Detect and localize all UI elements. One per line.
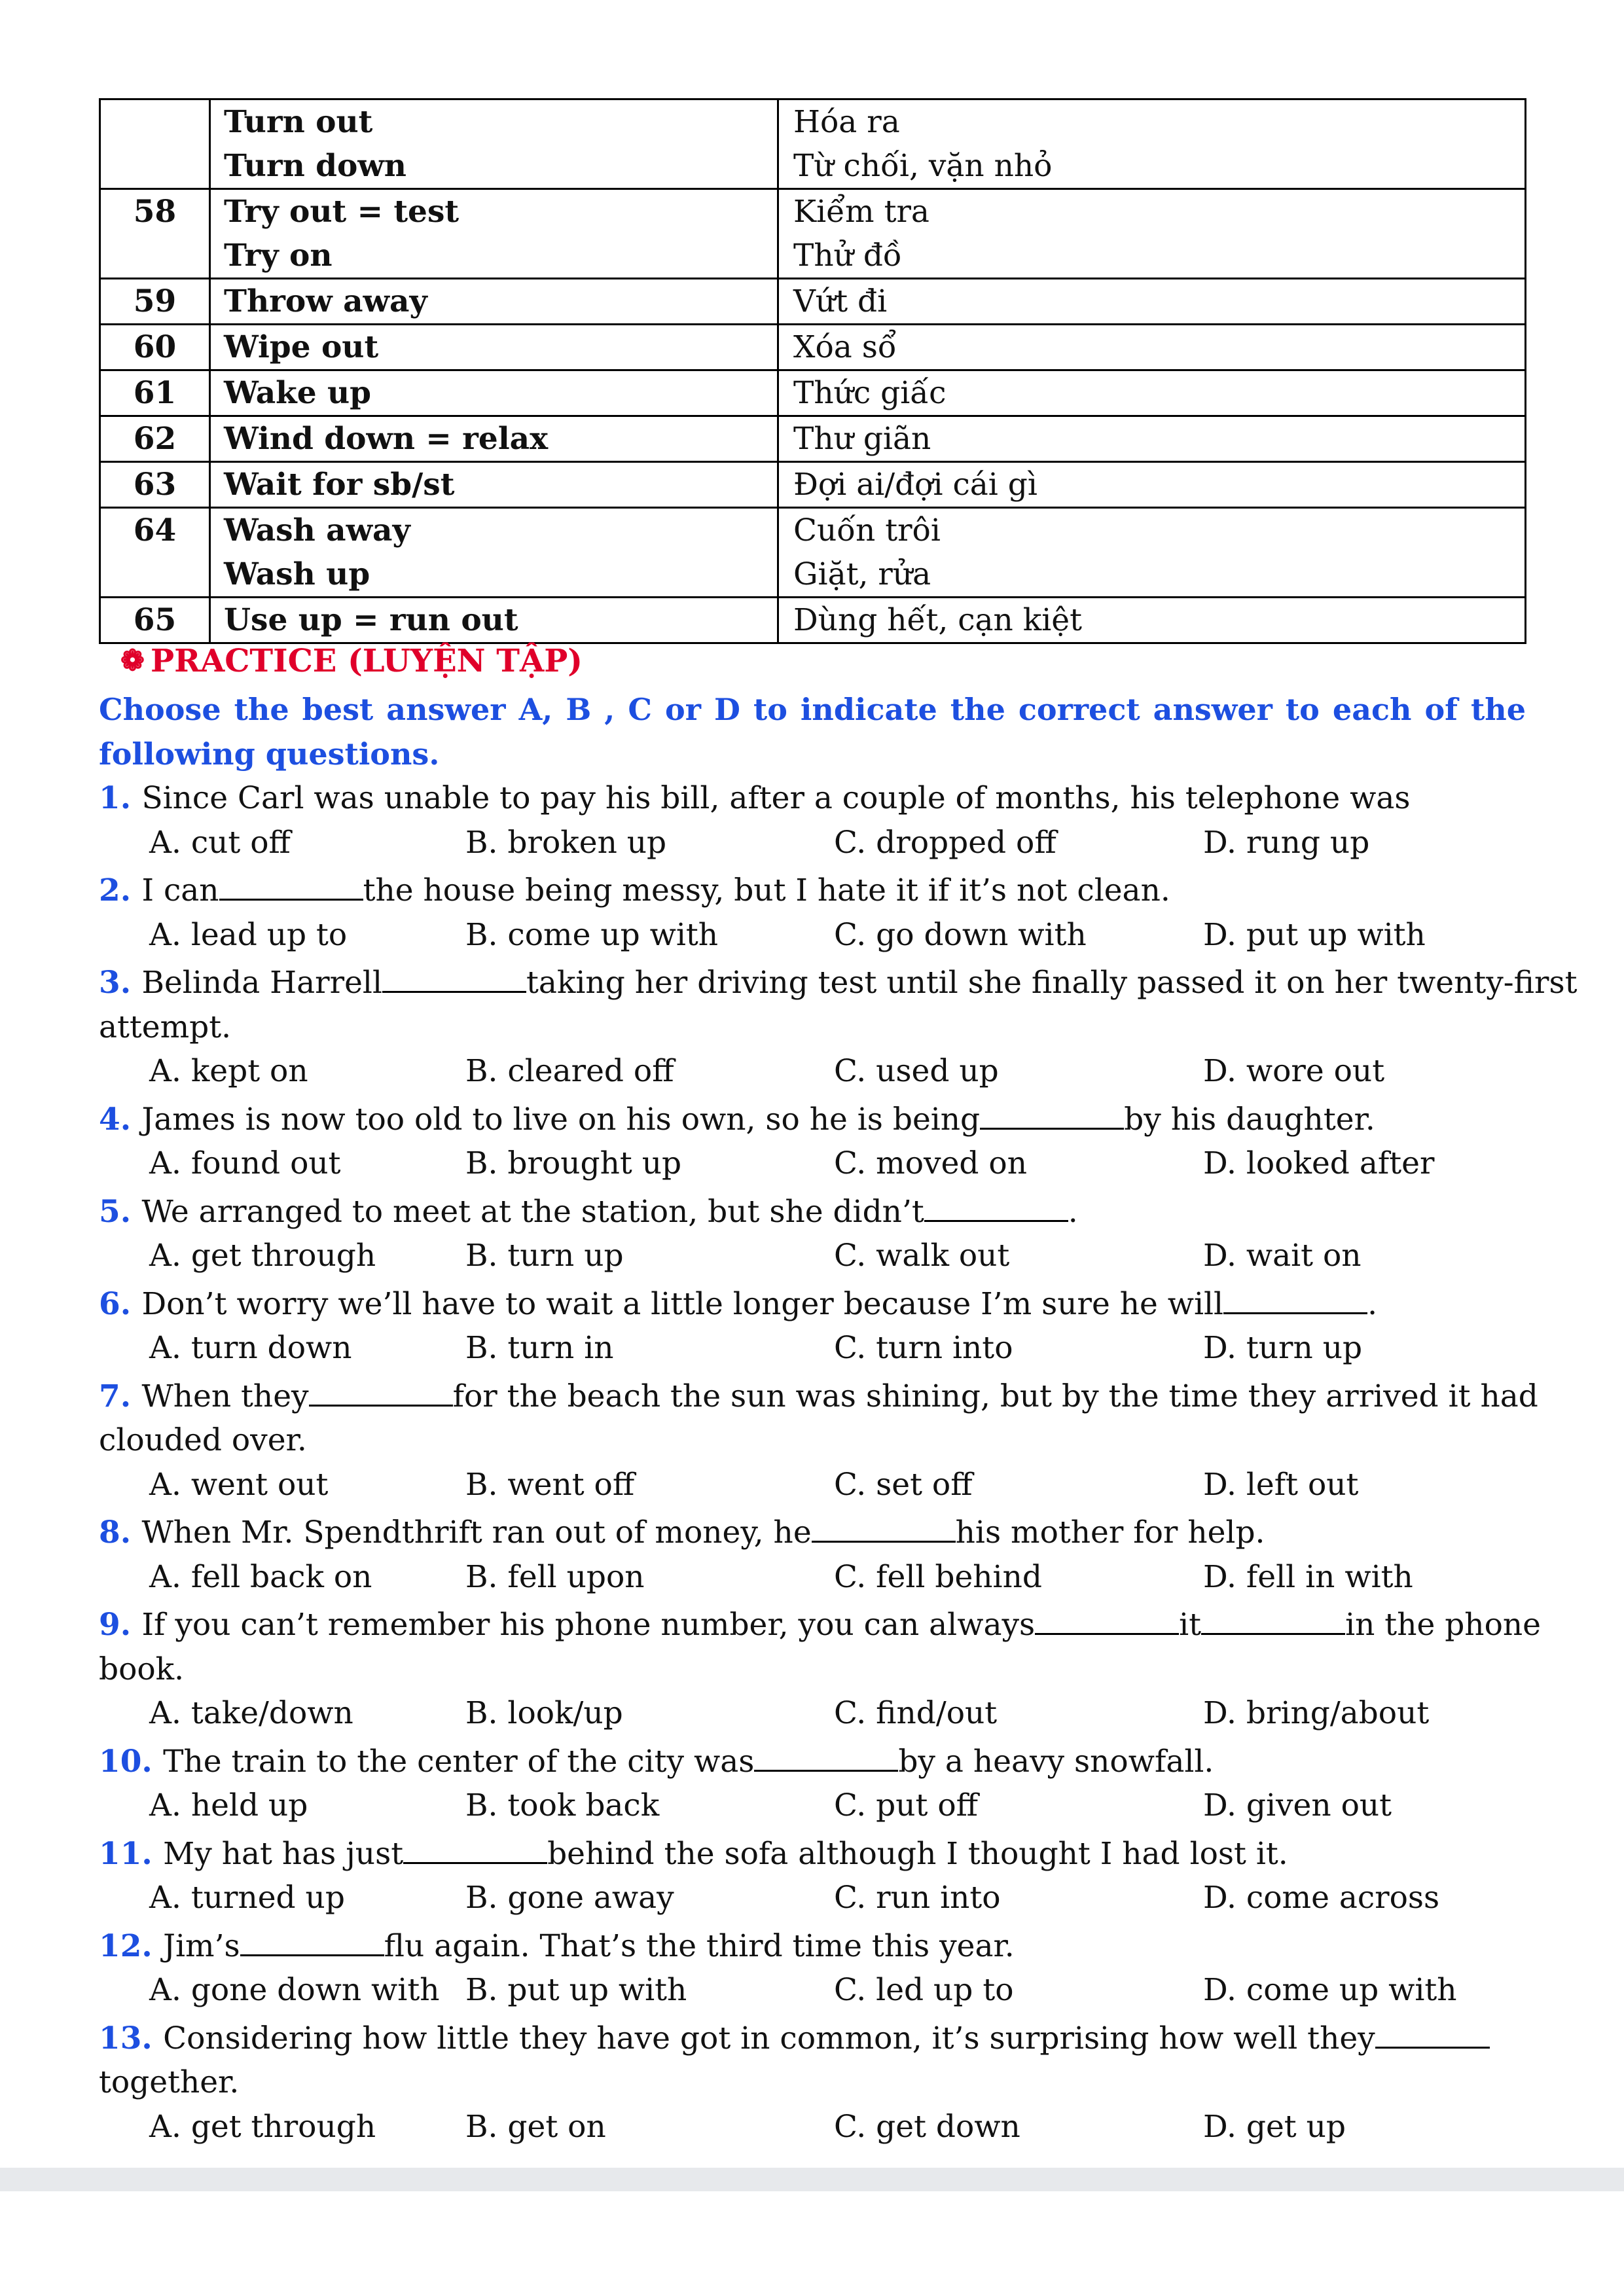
- meaning-cell: [778, 508, 1526, 598]
- meaning-cell: [778, 189, 1526, 279]
- question-number: 1.: [99, 780, 142, 816]
- answer-option-c: C. put off: [834, 1787, 979, 1823]
- row-number: 63: [100, 462, 210, 508]
- meaning: Xóa sổ: [793, 329, 897, 365]
- answer-option-b: B. took back: [465, 1787, 660, 1823]
- answer-blank: [1201, 1599, 1345, 1635]
- phrasal-verb-cell: [210, 99, 778, 189]
- question-text: it: [1179, 1607, 1202, 1643]
- answer-options: [99, 1784, 1539, 1828]
- answer-blank: [924, 1186, 1068, 1222]
- meaning: Cuốn trôi: [793, 512, 941, 548]
- phrasal-verb-cell: [210, 508, 778, 598]
- answer-options: [99, 1876, 1539, 1920]
- question: [99, 1094, 1539, 1186]
- question-text: Since Carl was unable to pay his bill, after a couple of months, his telephone was: [141, 780, 1411, 816]
- question-stem: [99, 1736, 1539, 1784]
- answer-option-a: A. fell back on: [149, 1558, 372, 1595]
- question-text: flu again. That’s the third time this year.: [384, 1928, 1015, 1964]
- meaning-cell: [778, 279, 1526, 325]
- question-stem: [99, 1507, 1539, 1555]
- answer-option-a: A. get through: [149, 1238, 376, 1274]
- row-number: 59: [100, 279, 210, 325]
- question-text-continued: attempt.: [99, 1009, 232, 1045]
- answer-blank: [382, 957, 526, 993]
- answer-option-d: D. turn up: [1203, 1330, 1363, 1366]
- answer-blank: [980, 1094, 1124, 1130]
- answer-blank: [1223, 1278, 1367, 1314]
- answer-option-a: A. turned up: [149, 1880, 345, 1916]
- row-number: 58: [100, 189, 210, 279]
- answer-blank: [754, 1736, 898, 1772]
- answer-option-c: C. walk out: [834, 1238, 1010, 1274]
- answer-option-d: D. fell in with: [1203, 1558, 1413, 1595]
- question: [99, 1599, 1539, 1736]
- answer-option-d: D. come across: [1203, 1880, 1440, 1916]
- answer-options: [99, 1141, 1539, 1186]
- question-number: 5.: [99, 1193, 142, 1230]
- phrasal-verb: Try on: [224, 238, 333, 274]
- question-text: If you can’t remember his phone number, you can always: [141, 1607, 1036, 1643]
- question-text: by a heavy snowfall.: [898, 1743, 1214, 1780]
- question-stem: [99, 1371, 1539, 1419]
- answer-option-c: C. set off: [834, 1466, 973, 1503]
- answer-blank: [240, 1920, 384, 1956]
- answer-option-b: B. fell upon: [465, 1558, 645, 1595]
- question: [99, 1736, 1539, 1828]
- row-number: 61: [100, 370, 210, 416]
- question-text: his mother for help.: [955, 1515, 1265, 1551]
- question-text: behind the sofa although I thought I had lost it.: [547, 1835, 1288, 1872]
- table-row: [100, 370, 1526, 416]
- meaning: Hóa ra: [793, 104, 900, 140]
- row-number: 60: [100, 325, 210, 370]
- answer-option-c: C. used up: [834, 1053, 999, 1089]
- answer-option-a: A. held up: [149, 1787, 308, 1823]
- question-stem: [99, 1920, 1539, 1969]
- question-stem: [99, 1828, 1539, 1876]
- phrasal-verb-cell: [210, 325, 778, 370]
- phrasal-verb: Wash away: [224, 512, 410, 548]
- question-number: 9.: [99, 1607, 142, 1643]
- answer-options: [99, 821, 1539, 865]
- answer-option-b: B. broken up: [465, 824, 667, 861]
- question-text: the house being messy, but I hate it if it’s not clean.: [363, 872, 1170, 908]
- question: [99, 776, 1539, 865]
- answer-blank: [812, 1507, 956, 1543]
- answer-option-a: A. lead up to: [149, 916, 348, 953]
- answer-option-a: A. take/down: [149, 1695, 353, 1731]
- table-row: [100, 99, 1526, 189]
- answer-options: [99, 1555, 1539, 1600]
- answer-blank: [403, 1828, 547, 1864]
- question-stem: [99, 1094, 1539, 1142]
- row-number: 64: [100, 508, 210, 598]
- meaning-cell: [778, 370, 1526, 416]
- answer-option-a: A. kept on: [149, 1053, 308, 1089]
- answer-option-d: D. wore out: [1203, 1053, 1385, 1089]
- question-text-continued: together.: [99, 2064, 240, 2100]
- question: [99, 2013, 1539, 2149]
- phrasal-verb: Throw away: [224, 283, 427, 319]
- practice-heading-text: PRACTICE (LUYỆN TẬP): [151, 643, 583, 679]
- question-number: 4.: [99, 1101, 142, 1138]
- question-text: The train to the center of the city was: [163, 1743, 755, 1780]
- answer-options: [99, 1691, 1539, 1736]
- answer-option-c: C. fell behind: [834, 1558, 1042, 1595]
- row-number: 65: [100, 598, 210, 643]
- meaning: Từ chối, vặn nhỏ: [793, 148, 1053, 184]
- question-stem: [99, 1278, 1539, 1327]
- answer-option-a: A. found out: [149, 1145, 341, 1181]
- phrasal-verb-table: [99, 98, 1526, 644]
- meaning-cell: [778, 416, 1526, 462]
- question-text: Don’t worry we’ll have to wait a little longer because I’m sure he will: [141, 1285, 1224, 1322]
- question-stem: [99, 865, 1539, 913]
- answer-option-d: D. put up with: [1203, 916, 1426, 953]
- answer-option-b: B. brought up: [465, 1145, 682, 1181]
- phrasal-verb: Wipe out: [224, 329, 379, 365]
- answer-option-c: C. led up to: [834, 1972, 1014, 2008]
- question-text: Belinda Harrell: [141, 965, 382, 1001]
- answer-option-b: B. put up with: [465, 1972, 687, 2008]
- question-text: in the phone: [1345, 1607, 1541, 1643]
- question-number: 2.: [99, 872, 142, 908]
- answer-blank: [219, 865, 363, 901]
- answer-option-a: A. get through: [149, 2108, 376, 2145]
- answer-option-b: B. cleared off: [465, 1053, 674, 1089]
- practice-heading: [120, 641, 583, 681]
- question-text: Jim’s: [163, 1928, 240, 1964]
- table-row: [100, 462, 1526, 508]
- question: [99, 1828, 1539, 1920]
- question-number: 3.: [99, 965, 142, 1001]
- answer-option-b: B. gone away: [465, 1880, 674, 1916]
- question-stem: [99, 776, 1539, 821]
- answer-blank: [1035, 1599, 1179, 1635]
- phrasal-verb: Use up = run out: [224, 602, 518, 638]
- table-row: [100, 279, 1526, 325]
- answer-options: [99, 2105, 1539, 2149]
- question-text: taking her driving test until she finally passed it on her twenty-first: [526, 965, 1578, 1001]
- question: [99, 1371, 1539, 1507]
- phrasal-verb-cell: [210, 370, 778, 416]
- answer-option-a: A. turn down: [149, 1330, 352, 1366]
- answer-option-d: D. wait on: [1203, 1238, 1362, 1274]
- answer-options: [99, 1049, 1539, 1094]
- meaning-cell: [778, 462, 1526, 508]
- phrasal-verb-cell: [210, 416, 778, 462]
- answer-option-d: D. bring/about: [1203, 1695, 1430, 1731]
- answer-option-b: B. come up with: [465, 916, 719, 953]
- answer-options: [99, 1968, 1539, 2013]
- question-number: 13.: [99, 2020, 164, 2056]
- meaning: Thư giãn: [793, 421, 931, 457]
- table-row: [100, 189, 1526, 279]
- answer-option-d: D. get up: [1203, 2108, 1346, 2145]
- answer-option-d: D. given out: [1203, 1787, 1392, 1823]
- question: [99, 865, 1539, 957]
- question-text: When Mr. Spendthrift ran out of money, he: [141, 1515, 812, 1551]
- answer-option-b: B. get on: [465, 2108, 606, 2145]
- phrasal-verb: Wind down = relax: [224, 421, 549, 457]
- question: [99, 1507, 1539, 1599]
- question-number: 8.: [99, 1515, 142, 1551]
- answer-option-b: B. turn in: [465, 1330, 614, 1366]
- answer-option-a: A. cut off: [149, 824, 291, 861]
- answer-blank: [309, 1371, 453, 1407]
- question: [99, 1186, 1539, 1278]
- answer-option-c: C. find/out: [834, 1695, 998, 1731]
- question-stem: [99, 1186, 1539, 1234]
- question-text: I can: [141, 872, 219, 908]
- answer-options: [99, 1234, 1539, 1278]
- question-text: James is now too old to live on his own, so he is being: [141, 1101, 981, 1138]
- question-number: 11.: [99, 1835, 164, 1872]
- phrasal-verb-cell: [210, 462, 778, 508]
- meaning: Thức giấc: [793, 375, 947, 411]
- answer-option-d: D. left out: [1203, 1466, 1359, 1503]
- answer-option-c: C. go down with: [834, 916, 1087, 953]
- answer-option-b: B. look/up: [465, 1695, 623, 1731]
- answer-option-d: D. come up with: [1203, 1972, 1457, 2008]
- answer-option-c: C. get down: [834, 2108, 1020, 2145]
- answer-option-d: D. looked after: [1203, 1145, 1435, 1181]
- question-list: [99, 776, 1578, 2149]
- row-number: 62: [100, 416, 210, 462]
- question-text-continued: book.: [99, 1651, 185, 1687]
- phrasal-verb: Try out = test: [224, 194, 460, 230]
- question-number: 10.: [99, 1743, 164, 1780]
- answer-option-d: D. rung up: [1203, 824, 1370, 861]
- page-bottom-strip: [0, 2191, 1624, 2296]
- phrasal-verb: Turn out: [224, 104, 373, 140]
- phrasal-verb: Turn down: [224, 148, 406, 184]
- answer-option-c: C. run into: [834, 1880, 1001, 1916]
- table-row: [100, 416, 1526, 462]
- answer-option-c: C. moved on: [834, 1145, 1027, 1181]
- question-text: .: [1068, 1193, 1078, 1230]
- question-text: My hat has just: [163, 1835, 404, 1872]
- meaning: Dùng hết, cạn kiệt: [793, 602, 1082, 638]
- question: [99, 1278, 1539, 1371]
- meaning-cell: [778, 598, 1526, 643]
- question: [99, 1920, 1539, 2013]
- question-stem: [99, 2013, 1539, 2061]
- phrasal-verb: Wait for sb/st: [224, 467, 455, 503]
- meaning-cell: [778, 325, 1526, 370]
- question-text: We arranged to meet at the station, but she didn’t: [141, 1193, 924, 1230]
- answer-options: [99, 1463, 1539, 1507]
- question: [99, 957, 1578, 1094]
- question-text-continued: clouded over.: [99, 1422, 307, 1458]
- table-row: [100, 325, 1526, 370]
- phrasal-verb: Wake up: [224, 375, 372, 411]
- phrasal-verb-cell: [210, 189, 778, 279]
- question-stem: [99, 1599, 1539, 1647]
- question-text: Considering how little they have got in common, it’s surprising how well they: [163, 2020, 1375, 2056]
- meaning: Giặt, rửa: [793, 556, 931, 592]
- question-number: 7.: [99, 1378, 142, 1414]
- question-text: When they: [141, 1378, 309, 1414]
- question-number: 12.: [99, 1928, 164, 1964]
- answer-option-c: C. turn into: [834, 1330, 1013, 1366]
- phrasal-verb: Wash up: [224, 556, 370, 592]
- answer-blank: [1375, 2013, 1490, 2049]
- meaning: Kiểm tra: [793, 194, 929, 230]
- table-row: [100, 508, 1526, 598]
- answer-option-b: B. turn up: [465, 1238, 624, 1274]
- answer-option-c: C. dropped off: [834, 824, 1056, 861]
- answer-option-a: A. went out: [149, 1466, 329, 1503]
- question-text: for the beach the sun was shining, but by the time they arrived it had: [452, 1378, 1538, 1414]
- meaning-cell: [778, 99, 1526, 189]
- answer-option-a: A. gone down with: [149, 1972, 440, 2008]
- question-stem: [99, 957, 1578, 1005]
- answer-options: [99, 913, 1539, 958]
- phrasal-verb-cell: [210, 279, 778, 325]
- question-number: 6.: [99, 1285, 142, 1322]
- question-text: .: [1367, 1285, 1378, 1322]
- answer-option-b: B. went off: [465, 1466, 635, 1503]
- meaning: Đợi ai/đợi cái gì: [793, 467, 1038, 503]
- instruction-text: Choose the best answer A, B , C or D to indicate the correct answer to each of the following questions.: [99, 692, 1526, 772]
- row-number: [100, 99, 210, 189]
- meaning: Thử đồ: [793, 238, 902, 274]
- table-row: [100, 598, 1526, 643]
- meaning: Vứt đi: [793, 283, 888, 319]
- flower-icon: ❁: [120, 644, 145, 677]
- answer-options: [99, 1326, 1539, 1371]
- question-text: by his daughter.: [1124, 1101, 1375, 1138]
- phrasal-verb-cell: [210, 598, 778, 643]
